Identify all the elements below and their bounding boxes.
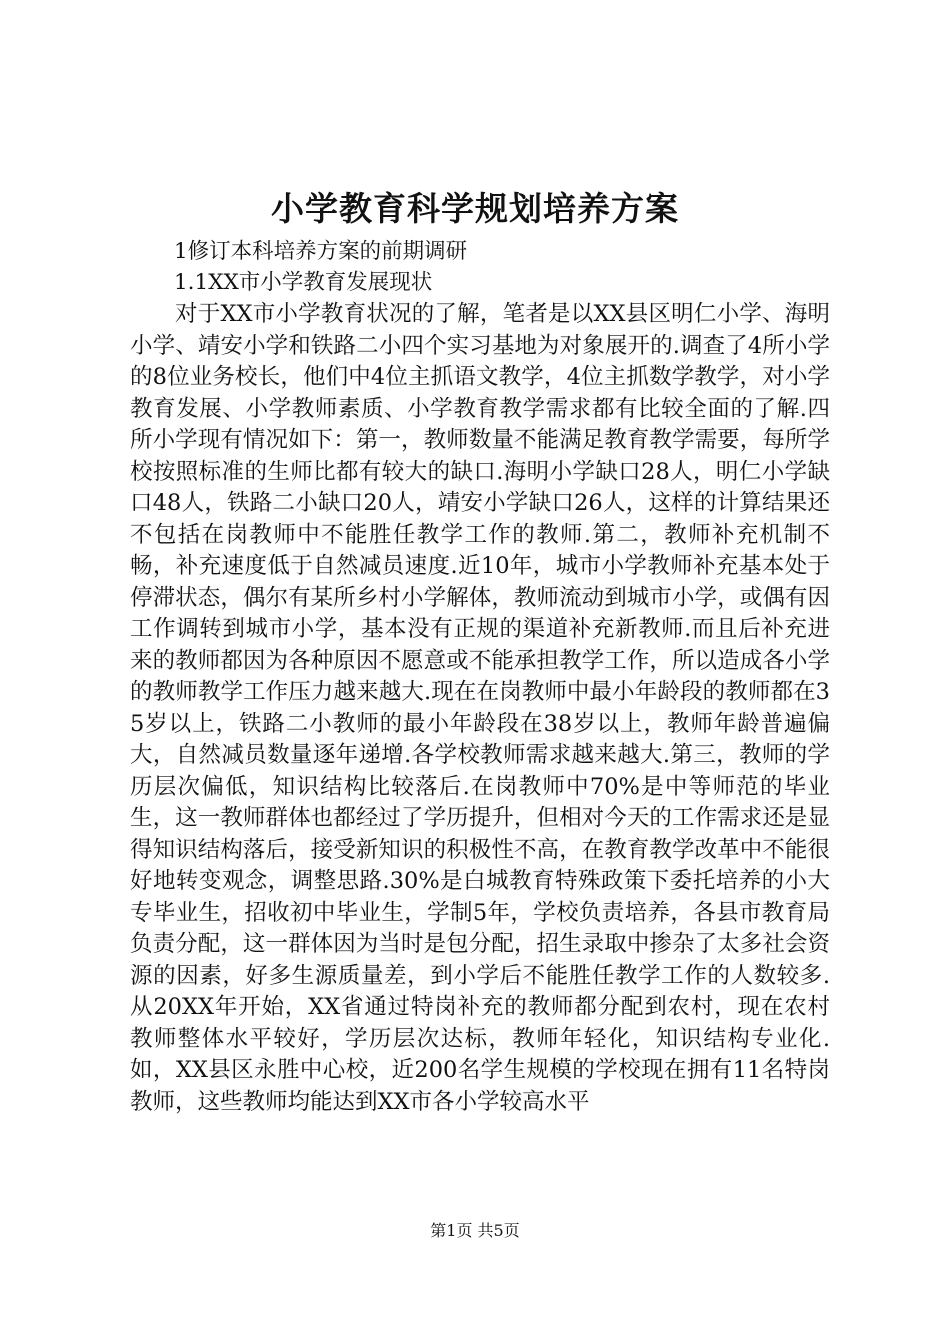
document-title: 小学教育科学规划培养方案 (271, 189, 679, 228)
subsection-heading: 1.1XX市小学教育发展现状 (174, 270, 433, 295)
section-heading: 1修订本科培养方案的前期调研 (174, 239, 468, 264)
page-number-footer: 第1页 共5页 (430, 1221, 520, 1240)
body-paragraph: 对于XX市小学教育状况的了解，笔者是以XX县区明仁小学、海明小学、靖安小学和铁路二小四个实习基地为对象展开的.调查了4所小学的8位业务校长，他们中4位主抓语文教学，4位主抓数学教学，对小学教育发展、小学教师素质、小学教育教学需求都有比较全面的了解.四所小学现有情况如下：第一，教师数量不能满足教育教学需要，每所学校按照标准的生师比都有较大的缺口.海明小学缺口28人，明仁小学缺口48人，铁路二小缺口20人，靖安小学缺口26人，这样的计算结果还不包括在岗教师中不能胜任教学工作的教师.第二，教师补充机制不畅，补充速度低于自然减员速度.近10年，城市小学教师补充基本处于停滞状态，偶尔有某所乡村小学解体，教师流动到城市小学，或偶有因工作调转到城市小学，基本没有正规的渠道补充新教师.而且后补充进来的教师都因为各种原因不愿意或不能承担教学工作，所以造成各小学的教师教学工作压力越来越大.现在在岗教师中最小年龄段的教师都在35岁以上，铁路二小教师的最小年龄段在38岁以上，教师年龄普遍偏大，自然减员数量逐年递增.各学校教师需求越来越大.第三，教师的学历层次偏低，知识结构比较落后.在岗教师中70%是中等师范的毕业生，这一教师群体也都经过了学历提升，但相对今天的工作需求还是显得知识结构落后，接受新知识的积极性不高，在教育教学改革中不能很好地转变观念，调整思路.30%是白城教育特殊政策下委托培养的小大专毕业生，招收初中毕业生，学制5年，学校负责培养，各县市教育局负责分配，这一群体因为当时是包分配，招生录取中掺杂了太多社会资源的因素，好多生源质量差，到小学后不能胜任教学工作的人数较多.从20XX年开始，XX省通过特岗补充的教师都分配到农村，现在农村教师整体水平较好，学历层次达标，教师年轻化，知识结构专业化.如，XX县区永胜中心校，近200名学生规模的学校现在拥有11名特岗教师，这些教师均能达到XX市各小学较高水平 (130, 301, 830, 1115)
